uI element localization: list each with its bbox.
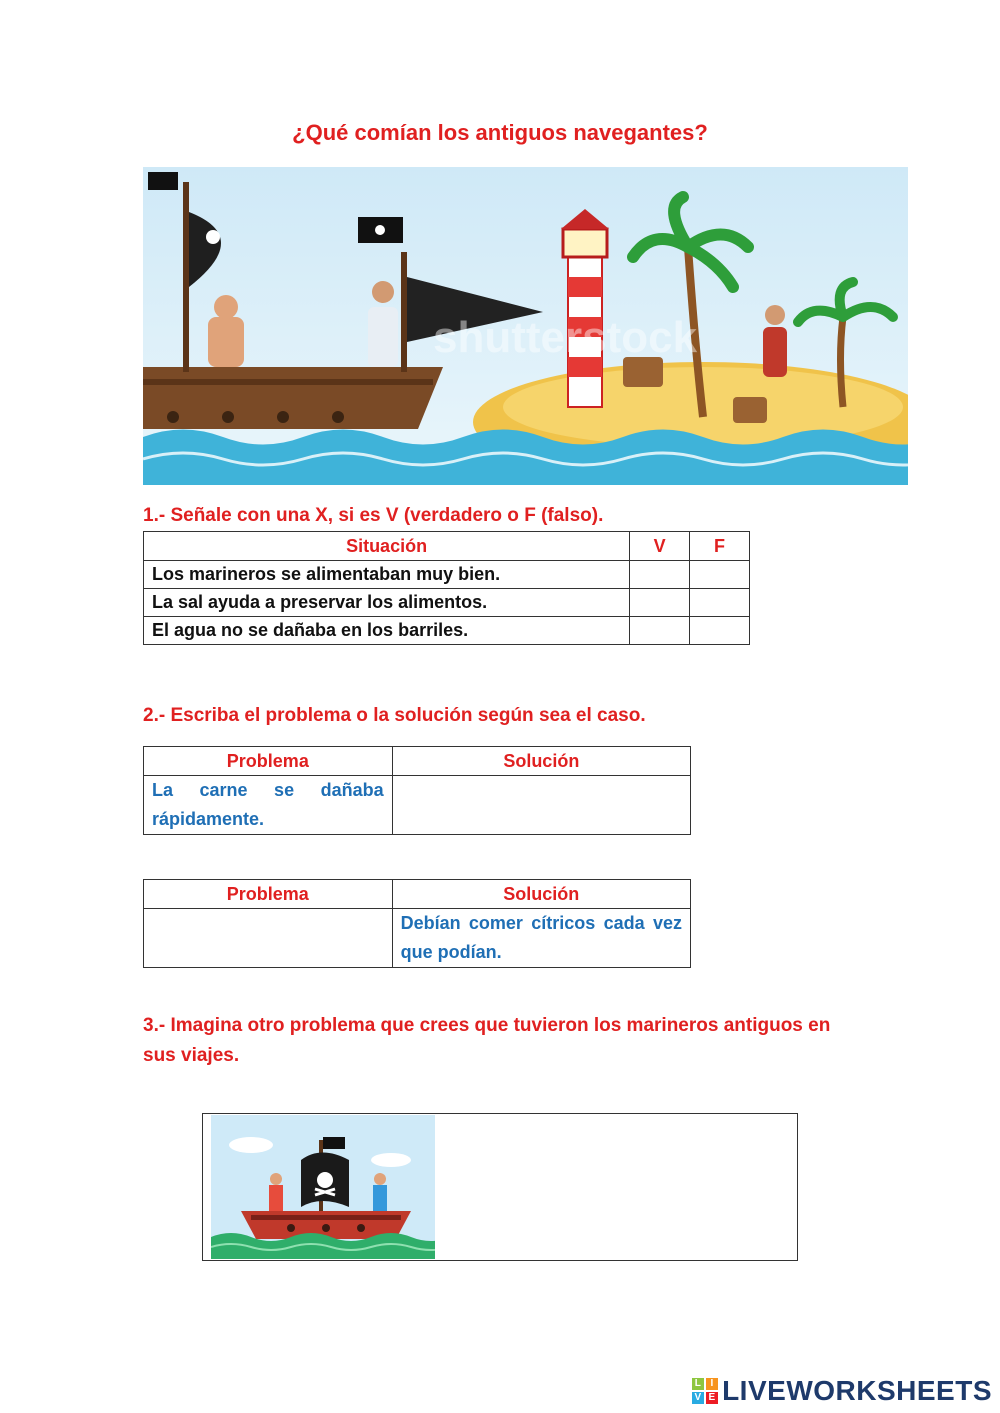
liveworksheets-logo [692, 1375, 992, 1407]
situation-text: Los marineros se alimentaban muy bien. [144, 561, 630, 589]
solution-header: Solución [392, 880, 690, 909]
true-answer-cell[interactable] [630, 589, 690, 617]
page-title: ¿Qué comían los antiguos navegantes? [292, 120, 708, 145]
table-row [144, 617, 750, 645]
question-3-heading: 3.- Imagina otro problema que crees que tuvieron los marineros antiguos en sus viajes. [143, 1015, 831, 1066]
false-answer-cell[interactable] [690, 561, 750, 589]
problem-answer-cell[interactable] [144, 909, 393, 968]
false-answer-cell[interactable] [690, 589, 750, 617]
solution-answer-cell[interactable] [392, 776, 690, 835]
pirate-island-illustration [143, 167, 908, 485]
pirate-ship-illustration [211, 1115, 435, 1259]
problem-solution-table-2 [143, 879, 691, 968]
true-header: V [630, 532, 690, 561]
table-row [144, 561, 750, 589]
false-header: F [690, 532, 750, 561]
true-false-table [143, 531, 750, 645]
question-2-heading: 2.- Escriba el problema o la solución según sea el caso. [143, 705, 646, 726]
false-answer-cell[interactable] [690, 617, 750, 645]
question-1-heading: 1.- Señale con una X, si es V (verdadero o F (falso). [143, 505, 604, 526]
imagine-answer-area[interactable] [439, 1114, 795, 1258]
solution-text: Debían comer cítricos cada vez que podían. [392, 909, 690, 968]
situation-text: La sal ayuda a preservar los alimentos. [144, 589, 630, 617]
true-answer-cell[interactable] [630, 617, 690, 645]
table-row [144, 589, 750, 617]
problem-header: Problema [144, 880, 393, 909]
imagine-box [202, 1113, 798, 1261]
situation-text: El agua no se dañaba en los barriles. [144, 617, 630, 645]
solution-header: Solución [392, 747, 690, 776]
problem-header: Problema [144, 747, 393, 776]
problem-solution-table-1 [143, 746, 691, 835]
watermark-text: shutterstock [433, 313, 698, 362]
true-answer-cell[interactable] [630, 561, 690, 589]
problem-text: La carne se dañaba rápidamente. [144, 776, 393, 835]
situation-header: Situación [144, 532, 630, 561]
liveworksheets-mark-icon: L I V E [692, 1378, 718, 1404]
brand-name: LIVEWORKSHEETS [722, 1375, 992, 1406]
